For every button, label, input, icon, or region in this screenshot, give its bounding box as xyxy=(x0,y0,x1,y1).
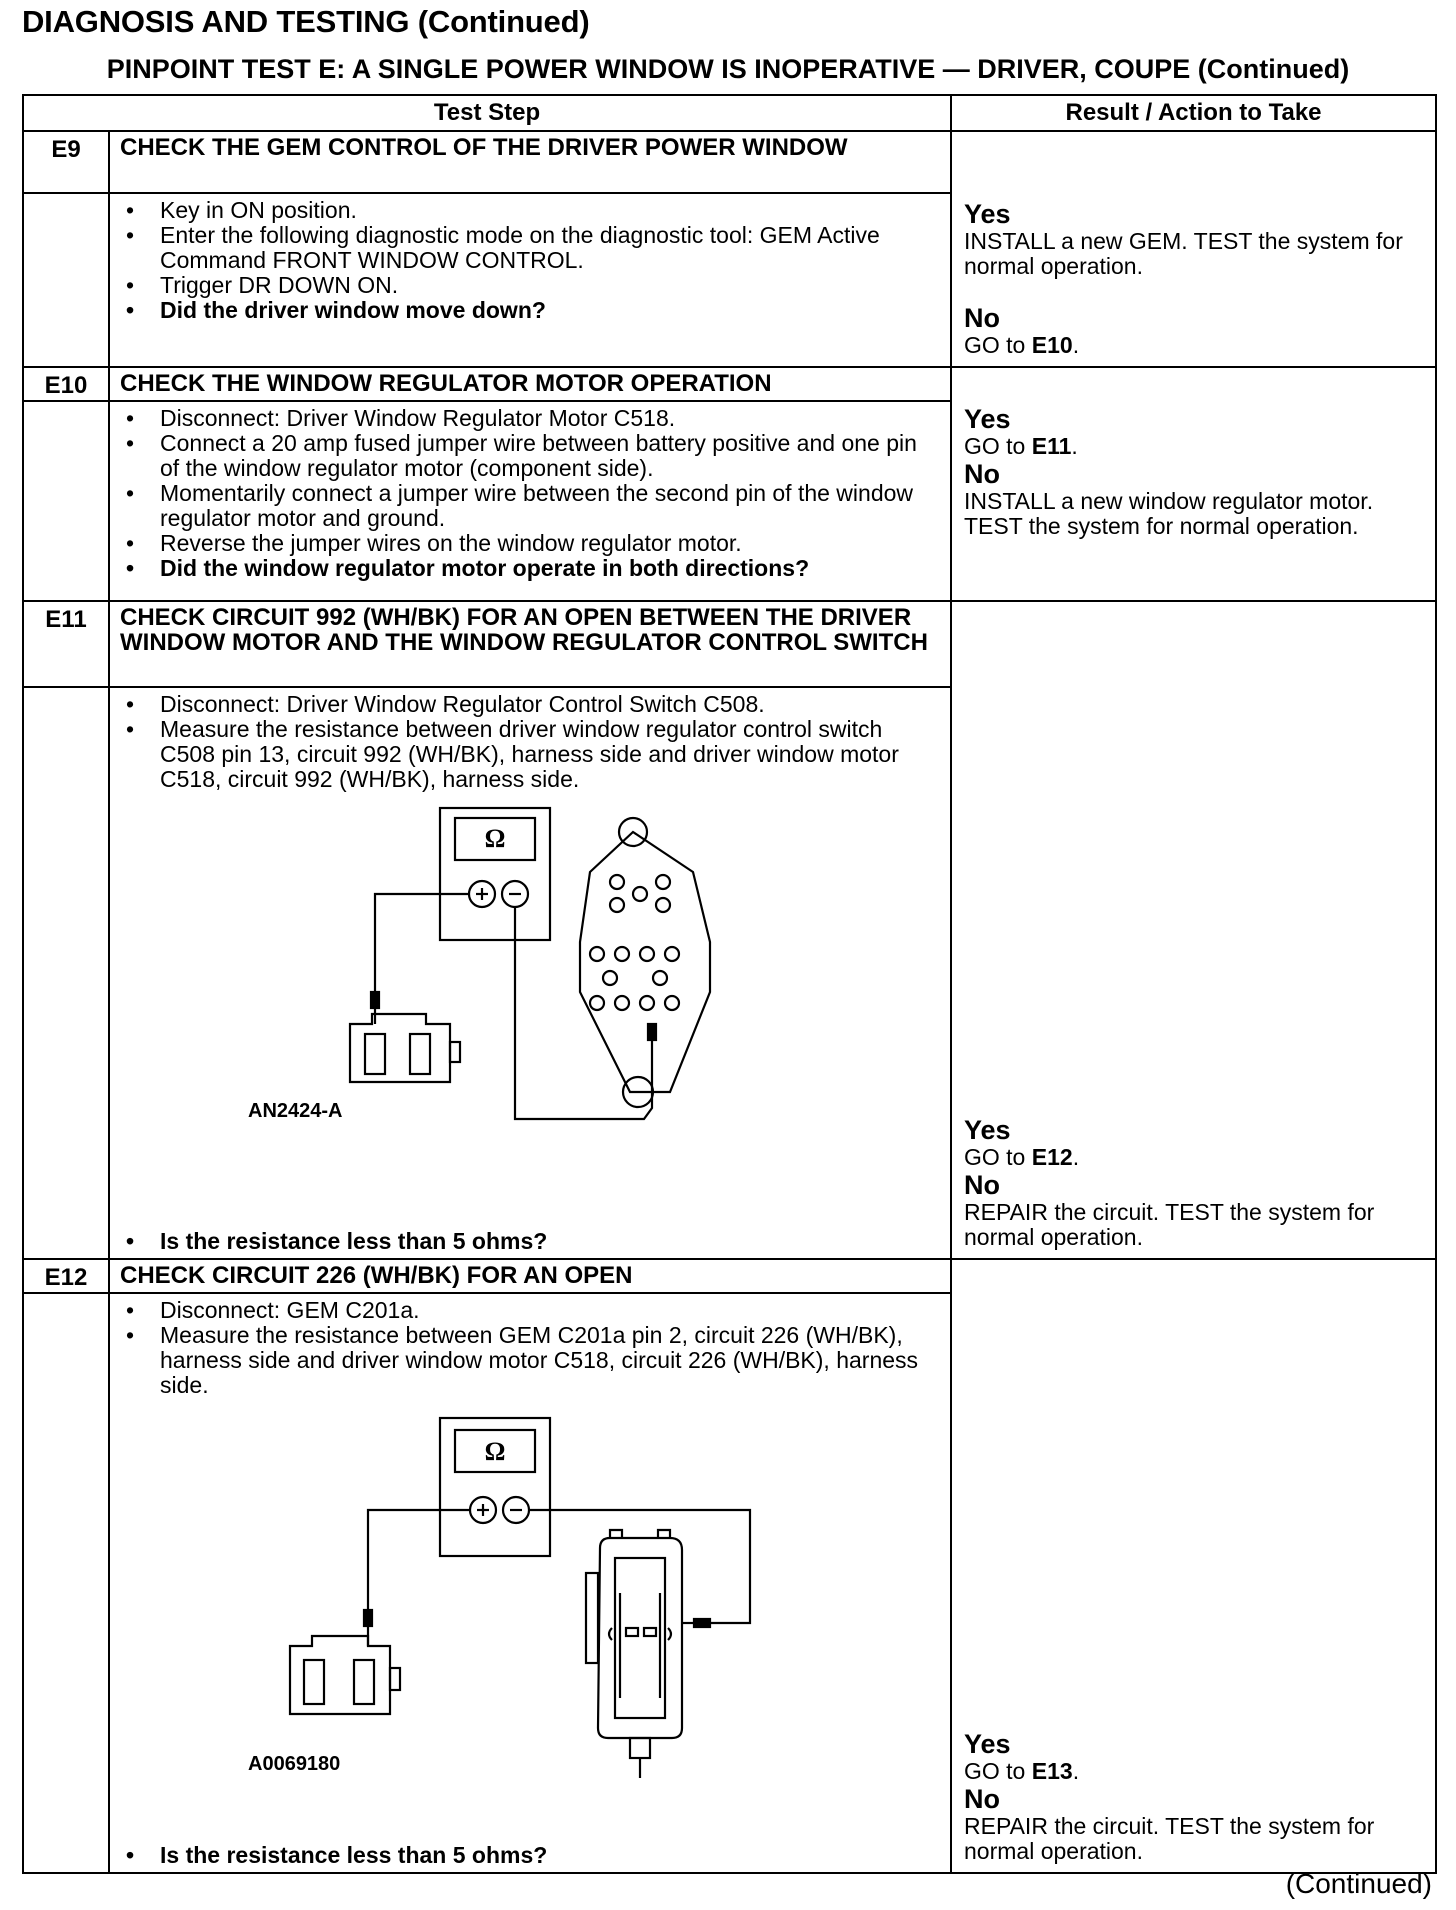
step-bullet: • Disconnect: Driver Window Regulator Motor C518. xyxy=(120,406,940,431)
test-table xyxy=(22,94,1437,1874)
yes-label: Yes xyxy=(964,199,1011,229)
step-question: • Did the window regulator motor operate in both directions? xyxy=(120,556,940,581)
no-label: No xyxy=(964,459,1000,489)
col-test-step: Test Step xyxy=(23,95,951,131)
step-ref: E13 xyxy=(1031,1758,1073,1784)
step-title: CHECK THE WINDOW REGULATOR MOTOR OPERATION xyxy=(109,367,951,401)
e12-diagram xyxy=(120,1398,940,1828)
ohm-symbol: Ω xyxy=(484,824,506,853)
step-id: E11 xyxy=(23,601,109,687)
step-e10-title-row xyxy=(23,367,1436,401)
e11-diagram xyxy=(120,792,940,1222)
switch-connector-c508 xyxy=(580,832,710,1092)
yes-action: GO to E13. xyxy=(964,1758,1080,1784)
no-action: INSTALL a new window regulator motor. TEST the system for normal operation. xyxy=(964,488,1374,539)
step-bullet: • Reverse the jumper wires on the window regulator motor. xyxy=(120,531,940,556)
pinpoint-test-title: PINPOINT TEST E: A SINGLE POWER WINDOW IS INOPERATIVE — DRIVER, COUPE (Continued) xyxy=(106,54,1350,84)
e11-wiring-diagram xyxy=(200,792,860,1202)
step-title: CHECK THE GEM CONTROL OF THE DRIVER POWER WINDOW xyxy=(109,131,951,193)
figure-label: A0069180 xyxy=(248,1753,341,1775)
step-id: E12 xyxy=(23,1259,109,1293)
step-bullet: • Enter the following diagnostic mode on the diagnostic tool: GEM Active Command FRONT WINDOW CONTROL. xyxy=(120,223,940,273)
step-bullet: • Disconnect: GEM C201a. xyxy=(120,1298,940,1323)
step-bullet: • Measure the resistance between GEM C201a pin 2, circuit 226 (WH/BK), harness side and driver window motor C518, circuit 226 (WH/BK), harness side. xyxy=(120,1323,940,1398)
continued-note: (Continued) xyxy=(1285,1868,1432,1899)
negative-lead xyxy=(529,1510,750,1623)
step-e11-result xyxy=(951,601,1436,1259)
step-e12-title-row xyxy=(23,1259,1436,1293)
yes-label: Yes xyxy=(964,404,1011,434)
negative-lead xyxy=(515,907,652,1119)
yes-label: Yes xyxy=(964,1729,1011,1759)
step-instructions xyxy=(109,1293,951,1873)
step-ref: E11 xyxy=(1031,433,1072,459)
figure-label: AN2424-A xyxy=(248,1100,343,1122)
yes-action: INSTALL a new GEM. TEST the system for normal operation. xyxy=(964,228,1403,279)
page-title: DIAGNOSIS AND TESTING (Continued) xyxy=(22,4,590,39)
e12-wiring-diagram xyxy=(200,1398,860,1808)
step-bullet: • Momentarily connect a jumper wire between the second pin of the window regulator motor and ground. xyxy=(120,481,940,531)
step-e9-title-row xyxy=(23,131,1436,193)
col-result: Result / Action to Take xyxy=(951,95,1436,131)
no-label: No xyxy=(964,303,1000,333)
step-question: • Did the driver window move down? xyxy=(120,298,940,323)
step-id: E9 xyxy=(23,131,109,193)
step-question: • Is the resistance less than 5 ohms? xyxy=(120,1843,547,1868)
step-question: • Is the resistance less than 5 ohms? xyxy=(120,1229,547,1254)
step-ref: E12 xyxy=(1031,1144,1073,1170)
positive-lead xyxy=(368,1510,470,1610)
positive-lead xyxy=(375,894,469,992)
no-action: GO to E10. xyxy=(964,332,1080,358)
no-label: No xyxy=(964,1784,1000,1814)
step-e11-title-row xyxy=(23,601,1436,687)
step-bullet: • Connect a 20 amp fused jumper wire between battery positive and one pin of the window regulator motor (component side). xyxy=(120,431,940,481)
step-id: E10 xyxy=(23,367,109,401)
step-bullet: • Measure the resistance between driver window regulator control switch C508 pin 13, circuit 992 (WH/BK), harness side and driver window motor C518, circuit 992 (WH/BK), harness side. xyxy=(120,717,940,792)
step-title: CHECK CIRCUIT 226 (WH/BK) FOR AN OPEN xyxy=(109,1259,951,1293)
step-e10-result xyxy=(951,367,1436,601)
step-bullet: • Disconnect: Driver Window Regulator Control Switch C508. xyxy=(120,692,940,717)
yes-action: GO to E11. xyxy=(964,433,1078,459)
step-instructions xyxy=(109,687,951,1259)
no-action: REPAIR the circuit. TEST the system for normal operation. xyxy=(964,1199,1375,1250)
step-ref: E10 xyxy=(1031,332,1073,358)
step-e12-result xyxy=(951,1259,1436,1873)
ohm-symbol: Ω xyxy=(484,1437,506,1466)
step-title: CHECK CIRCUIT 992 (WH/BK) FOR AN OPEN BETWEEN THE DRIVER WINDOW MOTOR AND THE WINDOW REGULATOR CONTROL SWITCH xyxy=(109,601,951,687)
yes-label: Yes xyxy=(964,1115,1011,1145)
yes-action: GO to E12. xyxy=(964,1144,1080,1170)
step-e9-result xyxy=(951,131,1436,367)
no-action: REPAIR the circuit. TEST the system for normal operation. xyxy=(964,1813,1375,1864)
step-bullet: • Key in ON position. xyxy=(120,198,940,223)
step-instructions xyxy=(109,193,951,367)
table-header-row xyxy=(23,95,1436,131)
step-bullet: • Trigger DR DOWN ON. xyxy=(120,273,940,298)
no-label: No xyxy=(964,1170,1000,1200)
step-instructions xyxy=(109,401,951,601)
